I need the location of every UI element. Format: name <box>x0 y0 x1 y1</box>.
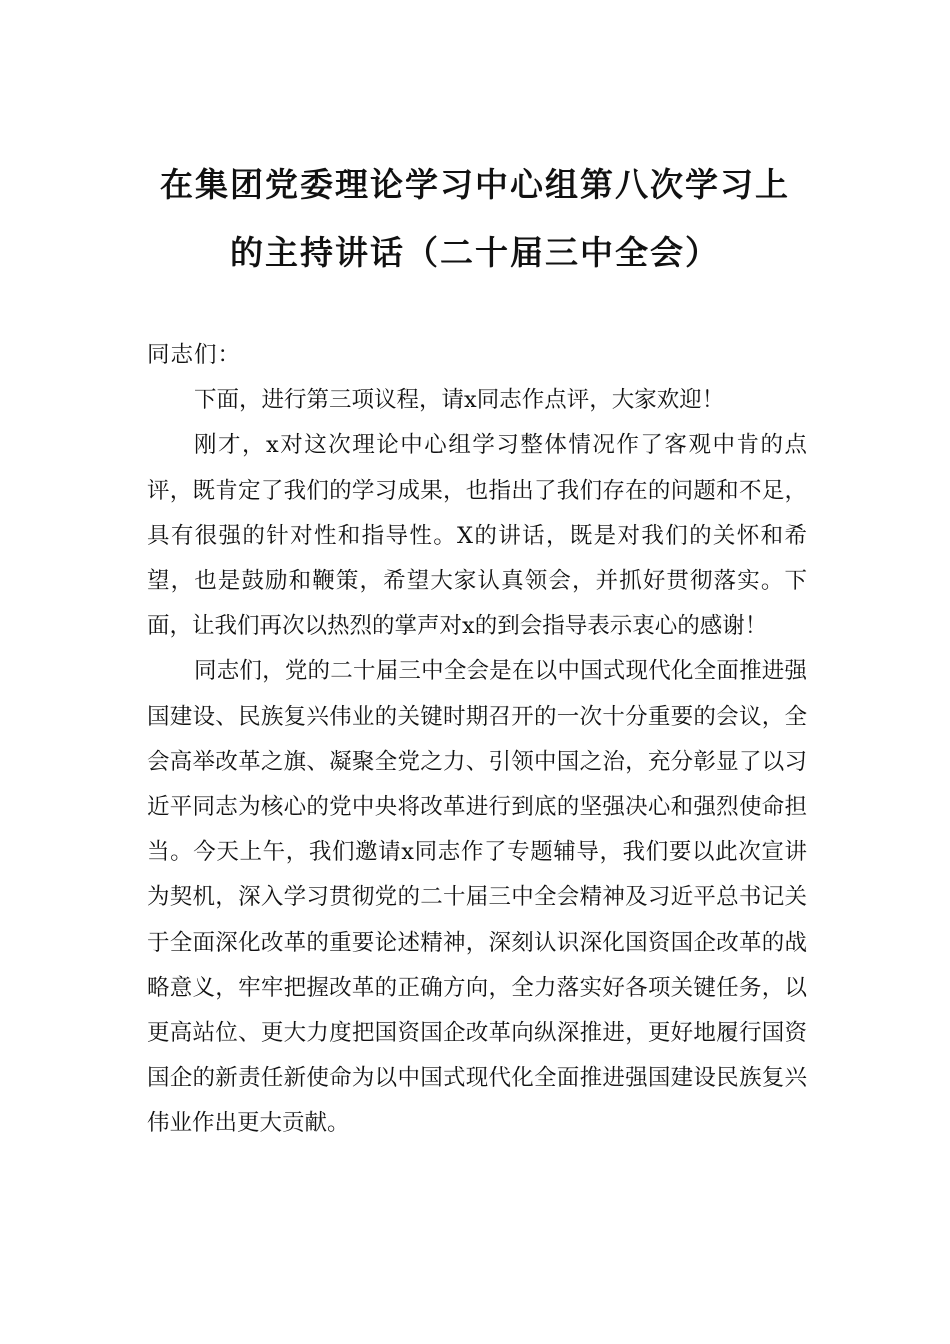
paragraph-3: 同志们，党的二十届三中全会是在以中国式现代化全面推进强国建设、民族复兴伟业的关键时期召开的一次十分重要的会议，全会高举改革之旗、凝聚全党之力、引领中国之治，充分彰显了以习近平同志为核心的党中央将改革进行到底的坚强决心和强烈使命担当。今天上午，我们邀请x同志作了专题辅导，我们要以此次宣讲为契机，深入学习贯彻党的二十届三中全会精神及习近平总书记关于全面深化改革的重要论述精神，深刻认识深化国资国企改革的战略意义，牢牢把握改革的正确方向，全力落实好各项关键任务，以更高站位、更大力度把国资国企改革向纵深推进，更好地履行国资国企的新责任新使命为以中国式现代化全面推进强国建设民族复兴伟业作出更大贡献。 <box>147 658 807 1137</box>
paragraph-1: 下面，进行第三项议程，请x同志作点评，大家欢迎！ <box>194 387 725 414</box>
paragraph-2: 刚才，x对这次理论中心组学习整体情况作了客观中肯的点评，既肯定了我们的学习成果，也指出了我们存在的问题和不足，具有很强的针对性和指导性。X的讲话，既是对我们的关怀和希望，也是鼓励和鞭策，希望大家认真领会，并抓好贯彻落实。下面，让我们再次以热烈的掌声对x的到会指导表示衷心的感谢！ <box>147 432 807 640</box>
document-title-line-1: 在集团党委理论学习中心组第八次学习上 <box>160 165 790 204</box>
salutation: 同志们： <box>147 342 242 368</box>
document-title-line-2: 的主持讲话（二十届三中全会） <box>230 233 720 272</box>
document-body <box>147 333 807 1147</box>
